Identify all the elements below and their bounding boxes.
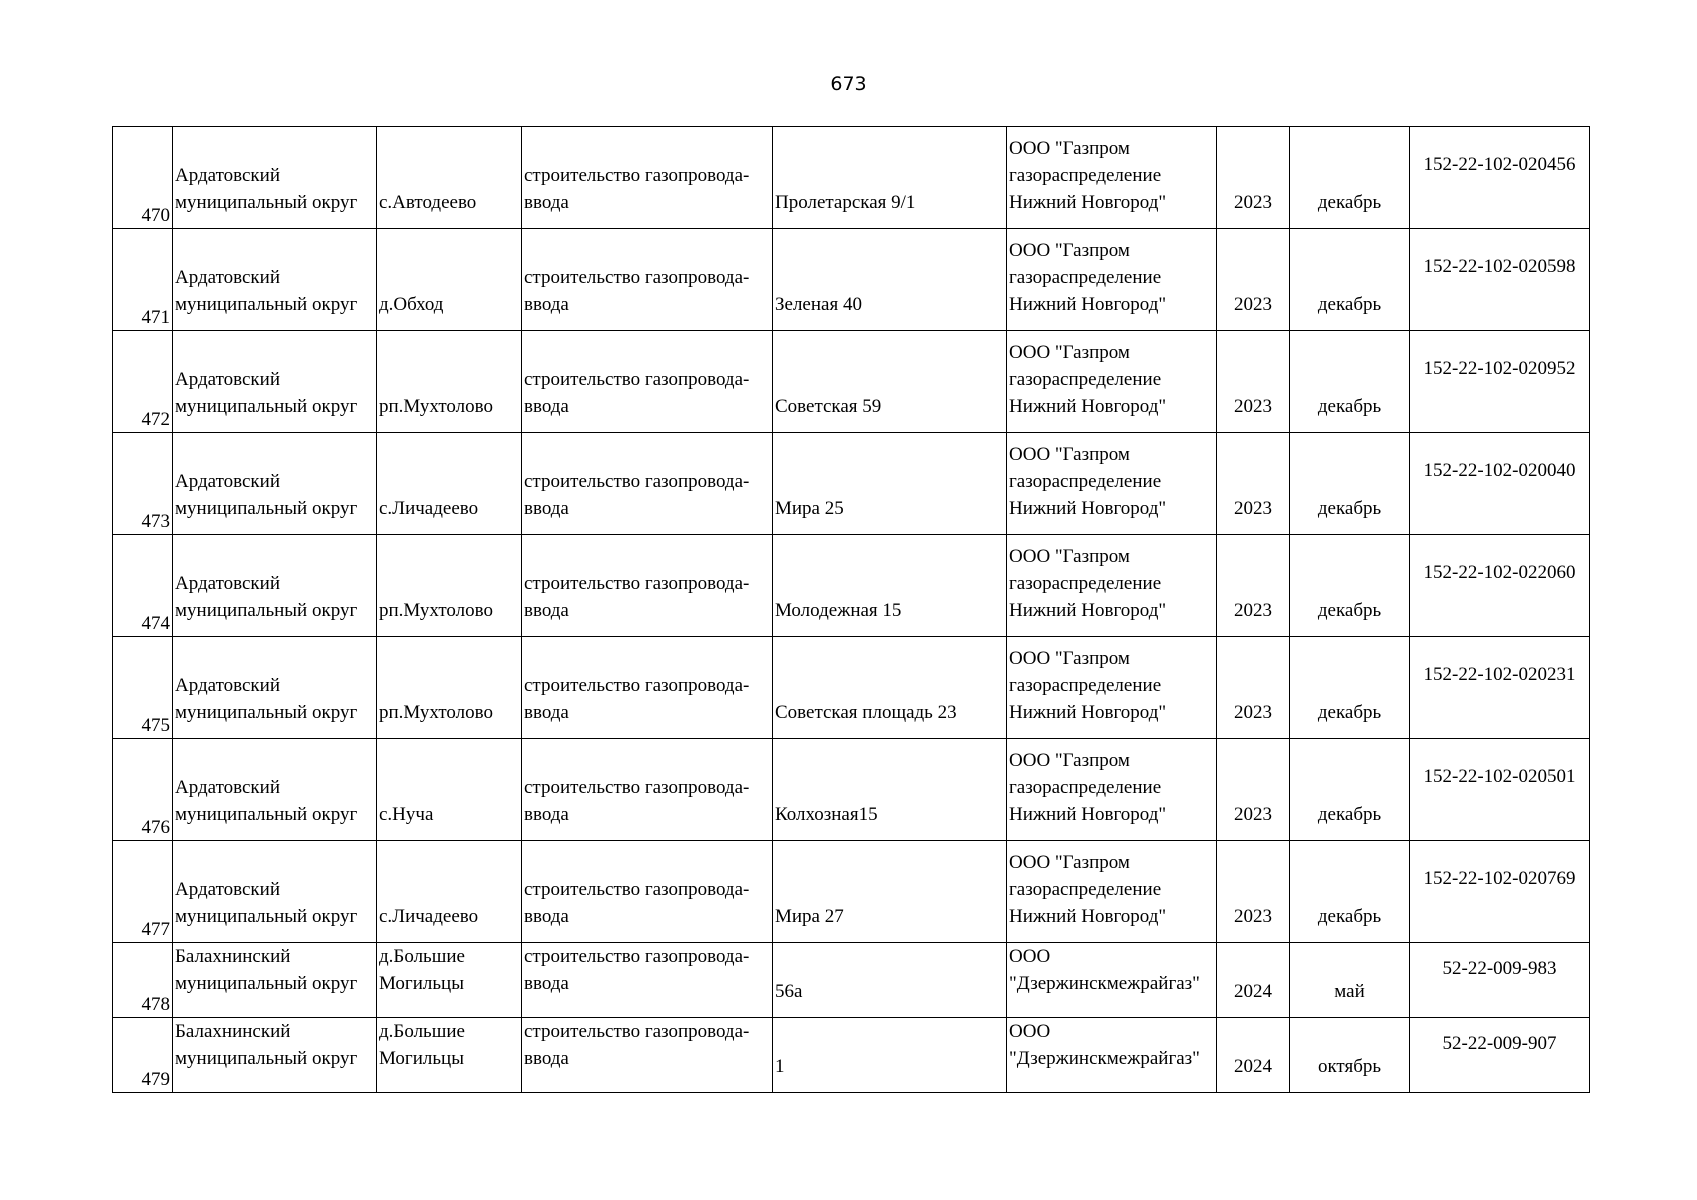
work-type-cell-line: строительство газопровода- (524, 471, 750, 492)
district-cell-line: муниципальный округ (175, 973, 358, 994)
work-type-cell-line: строительство газопровода- (524, 675, 750, 696)
organization-cell (1007, 1018, 1217, 1093)
organization-cell-line: газораспределение (1009, 777, 1162, 798)
locality-cell-line: рп.Мухтолово (379, 600, 493, 621)
locality-cell-line: с.Личадеево (379, 498, 479, 519)
address-cell: Мира 27 (773, 841, 1007, 943)
district-cell-line: муниципальный округ (175, 906, 358, 927)
work-type-cell (522, 1018, 773, 1093)
locality-cell-line: д.Большие (379, 946, 465, 967)
district-cell (173, 535, 377, 637)
address-cell: Пролетарская 9/1 (773, 127, 1007, 229)
organization-cell-line: ООО "Газпром (1009, 240, 1130, 261)
locality-cell (377, 229, 522, 331)
page-number: 673 (830, 73, 867, 95)
locality-cell-line: Могильцы (379, 1048, 464, 1069)
month-cell: октябрь (1290, 1018, 1410, 1093)
organization-cell-line: ООО "Газпром (1009, 852, 1130, 873)
locality-cell-line: Могильцы (379, 973, 464, 994)
row-number: 475 (113, 637, 173, 739)
district-cell-line: муниципальный округ (175, 1048, 358, 1069)
organization-cell-line: ООО (1009, 946, 1051, 967)
row-number: 470 (113, 127, 173, 229)
month-cell: декабрь (1290, 127, 1410, 229)
year-cell: 2023 (1217, 637, 1290, 739)
locality-cell-line: д.Большие (379, 1021, 465, 1042)
month-cell: декабрь (1290, 739, 1410, 841)
work-type-cell-line: ввода (524, 702, 569, 723)
year-cell: 2024 (1217, 943, 1290, 1018)
locality-cell (377, 331, 522, 433)
organization-cell (1007, 943, 1217, 1018)
district-cell (173, 841, 377, 943)
year-cell: 2023 (1217, 841, 1290, 943)
table-row (113, 1018, 1590, 1093)
district-cell-line: муниципальный округ (175, 804, 358, 825)
district-cell-line: Ардатовский (175, 267, 280, 288)
organization-cell (1007, 841, 1217, 943)
locality-cell (377, 127, 522, 229)
district-cell (173, 739, 377, 841)
row-number: 474 (113, 535, 173, 637)
organization-cell-line: Нижний Новгород" (1009, 294, 1167, 315)
address-cell: 1 (773, 1018, 1007, 1093)
district-cell-line: Балахнинский (175, 1021, 291, 1042)
organization-cell-line: Нижний Новгород" (1009, 906, 1167, 927)
table-row (113, 637, 1590, 739)
work-type-cell (522, 535, 773, 637)
work-type-cell-line: ввода (524, 973, 569, 994)
object-id-cell: 152-22-102-020952 (1410, 331, 1590, 433)
locality-cell (377, 943, 522, 1018)
month-cell: май (1290, 943, 1410, 1018)
work-type-cell (522, 433, 773, 535)
work-type-cell-line: ввода (524, 600, 569, 621)
district-cell (173, 127, 377, 229)
organization-cell-line: Нижний Новгород" (1009, 600, 1167, 621)
work-type-cell-line: строительство газопровода- (524, 1021, 750, 1042)
work-type-cell (522, 943, 773, 1018)
organization-cell (1007, 127, 1217, 229)
locality-cell-line: с.Автодеево (379, 192, 477, 213)
month-cell: декабрь (1290, 331, 1410, 433)
organization-cell-line: газораспределение (1009, 573, 1162, 594)
object-id-cell: 152-22-102-022060 (1410, 535, 1590, 637)
address-cell: Колхозная15 (773, 739, 1007, 841)
organization-cell (1007, 535, 1217, 637)
district-cell (173, 943, 377, 1018)
year-cell: 2023 (1217, 433, 1290, 535)
district-cell-line: Ардатовский (175, 879, 280, 900)
work-type-cell-line: строительство газопровода- (524, 777, 750, 798)
work-type-cell-line: ввода (524, 396, 569, 417)
month-cell: декабрь (1290, 535, 1410, 637)
table-row (113, 433, 1590, 535)
object-id-cell: 152-22-102-020040 (1410, 433, 1590, 535)
table-row (113, 739, 1590, 841)
registry-body (113, 127, 1590, 1093)
district-cell (173, 433, 377, 535)
address-cell: 56а (773, 943, 1007, 1018)
work-type-cell-line: ввода (524, 294, 569, 315)
work-type-cell-line: строительство газопровода- (524, 946, 750, 967)
table-row (113, 331, 1590, 433)
work-type-cell-line: ввода (524, 498, 569, 519)
organization-cell (1007, 229, 1217, 331)
month-cell: декабрь (1290, 841, 1410, 943)
table-row (113, 943, 1590, 1018)
object-id-cell: 152-22-102-020231 (1410, 637, 1590, 739)
organization-cell-line: ООО "Газпром (1009, 444, 1130, 465)
organization-cell-line: ООО "Газпром (1009, 750, 1130, 771)
address-cell: Советская площадь 23 (773, 637, 1007, 739)
district-cell-line: Ардатовский (175, 165, 280, 186)
object-id-cell: 152-22-102-020598 (1410, 229, 1590, 331)
organization-cell-line: ООО "Газпром (1009, 546, 1130, 567)
district-cell (173, 637, 377, 739)
organization-cell-line: газораспределение (1009, 879, 1162, 900)
row-number: 476 (113, 739, 173, 841)
locality-cell-line: рп.Мухтолово (379, 396, 493, 417)
locality-cell-line: д.Обход (379, 294, 444, 315)
district-cell-line: муниципальный округ (175, 294, 358, 315)
row-number: 471 (113, 229, 173, 331)
locality-cell (377, 433, 522, 535)
organization-cell-line: "Дзержинскмежрайгаз" (1009, 1048, 1200, 1069)
work-type-cell (522, 229, 773, 331)
organization-cell-line: "Дзержинскмежрайгаз" (1009, 973, 1200, 994)
object-id-cell: 152-22-102-020501 (1410, 739, 1590, 841)
organization-cell (1007, 331, 1217, 433)
work-type-cell-line: ввода (524, 1048, 569, 1069)
district-cell (173, 1018, 377, 1093)
district-cell-line: муниципальный округ (175, 192, 358, 213)
object-id-cell: 152-22-102-020456 (1410, 127, 1590, 229)
locality-cell (377, 637, 522, 739)
organization-cell-line: Нижний Новгород" (1009, 396, 1167, 417)
year-cell: 2023 (1217, 331, 1290, 433)
work-type-cell (522, 127, 773, 229)
district-cell (173, 229, 377, 331)
year-cell: 2023 (1217, 535, 1290, 637)
address-cell: Молодежная 15 (773, 535, 1007, 637)
district-cell-line: муниципальный округ (175, 600, 358, 621)
organization-cell-line: газораспределение (1009, 369, 1162, 390)
month-cell: декабрь (1290, 637, 1410, 739)
work-type-cell-line: строительство газопровода- (524, 165, 750, 186)
row-number: 472 (113, 331, 173, 433)
organization-cell (1007, 433, 1217, 535)
work-type-cell (522, 637, 773, 739)
work-type-cell (522, 331, 773, 433)
district-cell-line: муниципальный округ (175, 498, 358, 519)
organization-cell-line: газораспределение (1009, 165, 1162, 186)
organization-cell (1007, 637, 1217, 739)
district-cell-line: Балахнинский (175, 946, 291, 967)
organization-cell-line: Нижний Новгород" (1009, 804, 1167, 825)
month-cell: декабрь (1290, 433, 1410, 535)
address-cell: Мира 25 (773, 433, 1007, 535)
district-cell-line: Ардатовский (175, 471, 280, 492)
work-type-cell-line: строительство газопровода- (524, 267, 750, 288)
locality-cell-line: рп.Мухтолово (379, 702, 493, 723)
row-number: 473 (113, 433, 173, 535)
work-type-cell-line: строительство газопровода- (524, 369, 750, 390)
year-cell: 2023 (1217, 127, 1290, 229)
work-type-cell (522, 841, 773, 943)
work-type-cell-line: ввода (524, 192, 569, 213)
locality-cell (377, 841, 522, 943)
organization-cell-line: ООО "Газпром (1009, 648, 1130, 669)
district-cell-line: Ардатовский (175, 777, 280, 798)
year-cell: 2023 (1217, 229, 1290, 331)
work-type-cell-line: строительство газопровода- (524, 573, 750, 594)
year-cell: 2023 (1217, 739, 1290, 841)
gas-pipeline-registry-table (112, 126, 1590, 1093)
work-type-cell-line: ввода (524, 906, 569, 927)
organization-cell-line: Нижний Новгород" (1009, 192, 1167, 213)
organization-cell-line: ООО "Газпром (1009, 342, 1130, 363)
year-cell: 2024 (1217, 1018, 1290, 1093)
district-cell-line: муниципальный округ (175, 396, 358, 417)
organization-cell-line: Нижний Новгород" (1009, 498, 1167, 519)
organization-cell (1007, 739, 1217, 841)
district-cell-line: Ардатовский (175, 369, 280, 390)
district-cell-line: Ардатовский (175, 573, 280, 594)
table-row (113, 841, 1590, 943)
row-number: 478 (113, 943, 173, 1018)
organization-cell-line: ООО (1009, 1021, 1051, 1042)
organization-cell-line: ООО "Газпром (1009, 138, 1130, 159)
row-number: 477 (113, 841, 173, 943)
address-cell: Зеленая 40 (773, 229, 1007, 331)
address-cell: Советская 59 (773, 331, 1007, 433)
table-row (113, 535, 1590, 637)
district-cell-line: Ардатовский (175, 675, 280, 696)
work-type-cell-line: строительство газопровода- (524, 879, 750, 900)
table-row (113, 127, 1590, 229)
work-type-cell-line: ввода (524, 804, 569, 825)
row-number: 479 (113, 1018, 173, 1093)
organization-cell-line: Нижний Новгород" (1009, 702, 1167, 723)
object-id-cell: 52-22-009-907 (1410, 1018, 1590, 1093)
organization-cell-line: газораспределение (1009, 471, 1162, 492)
district-cell (173, 331, 377, 433)
organization-cell-line: газораспределение (1009, 675, 1162, 696)
locality-cell-line: с.Личадеево (379, 906, 479, 927)
month-cell: декабрь (1290, 229, 1410, 331)
table-row (113, 229, 1590, 331)
locality-cell-line: с.Нуча (379, 804, 434, 825)
locality-cell (377, 739, 522, 841)
object-id-cell: 52-22-009-983 (1410, 943, 1590, 1018)
locality-cell (377, 535, 522, 637)
object-id-cell: 152-22-102-020769 (1410, 841, 1590, 943)
work-type-cell (522, 739, 773, 841)
locality-cell (377, 1018, 522, 1093)
organization-cell-line: газораспределение (1009, 267, 1162, 288)
district-cell-line: муниципальный округ (175, 702, 358, 723)
